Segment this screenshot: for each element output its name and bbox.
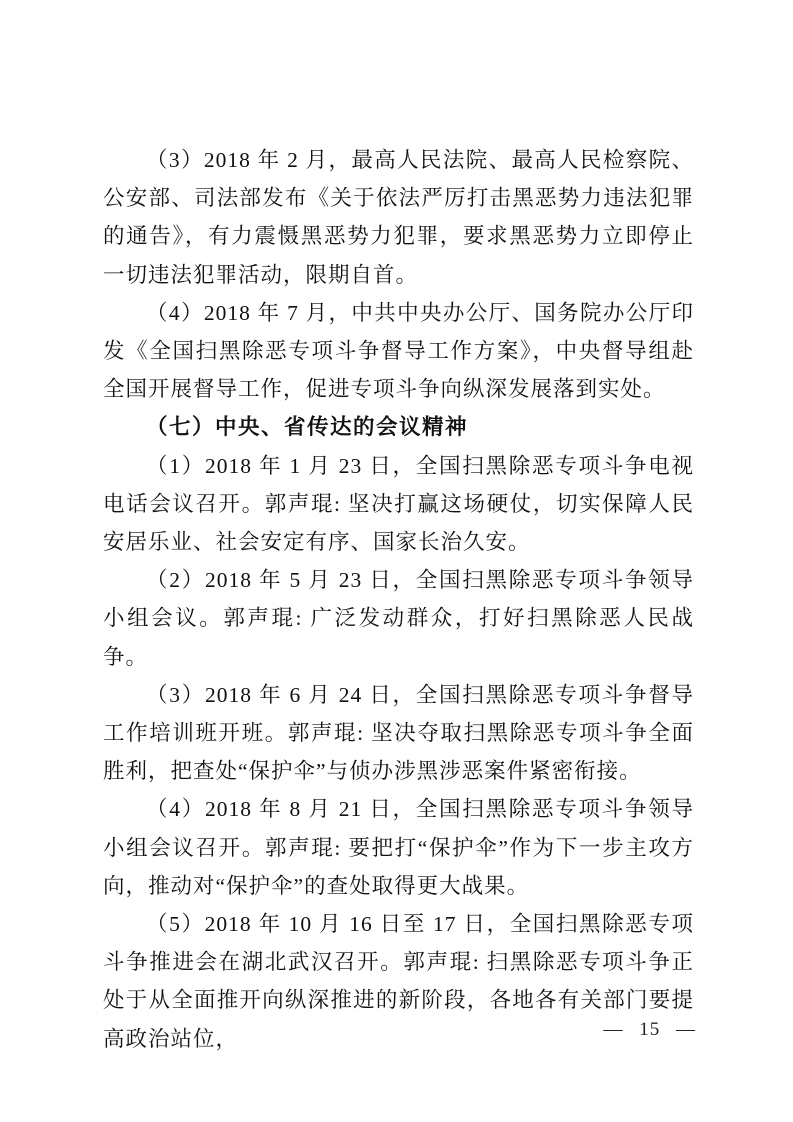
- paragraph-meeting-3: （3）2018 年 6 月 24 日，全国扫黑除恶专项斗争督导工作培训班开班。郭声琨: 坚决夺取扫黑除恶专项斗争全面胜利，把查处“保护伞”与侦办涉黑涉恶案件紧密衔接。: [103, 682, 694, 784]
- paragraph-meeting-2: （2）2018 年 5 月 23 日，全国扫黑除恶专项斗争领导小组会议。郭声琨: 广泛发动群众，打好扫黑除恶人民战争。: [103, 568, 694, 669]
- paragraph-item-3-feb: （3）2018 年 2 月，最高人民法院、最高人民检察院、公安部、司法部发布《关于依法严厉打击黑恶势力违法犯罪的通告》，有力震慑黑恶势力犯罪，要求黑恶势力立即停止一切违法犯罪活动，限期自首。: [103, 148, 694, 287]
- paragraph-meeting-4: （4）2018 年 8 月 21 日，全国扫黑除恶专项斗争领导小组会议召开。郭声琨: 要把打“保护伞”作为下一步主攻方向，推动对“保护伞”的查处取得更大战果。: [103, 797, 694, 898]
- paragraph-meeting-5: （5）2018 年 10 月 16 日至 17 日，全国扫黑除恶专项斗争推进会在湖北武汉召开。郭声琨: 扫黑除恶专项斗争正处于从全面推开向纵深推进的新阶段，各地各有关部门要提高政治站位，: [103, 912, 694, 1051]
- paragraph-meeting-1: （1）2018 年 1 月 23 日，全国扫黑除恶专项斗争电视电话会议召开。郭声琨: 坚决打赢这场硬仗，切实保障人民安居乐业、社会安定有序、国家长治久安。: [103, 453, 694, 555]
- paragraph-item-4-jul: （4）2018 年 7 月，中共中央办公厅、国务院办公厅印发《全国扫黑除恶专项斗争督导工作方案》，中央督导组赴全国开展督导工作，促进专项斗争向纵深发展落到实处。: [103, 300, 694, 402]
- page-number: — 15 —: [603, 1019, 696, 1040]
- section-heading-seven: （七）中央、省传达的会议精神: [146, 415, 469, 440]
- document-body: [103, 141, 694, 1058]
